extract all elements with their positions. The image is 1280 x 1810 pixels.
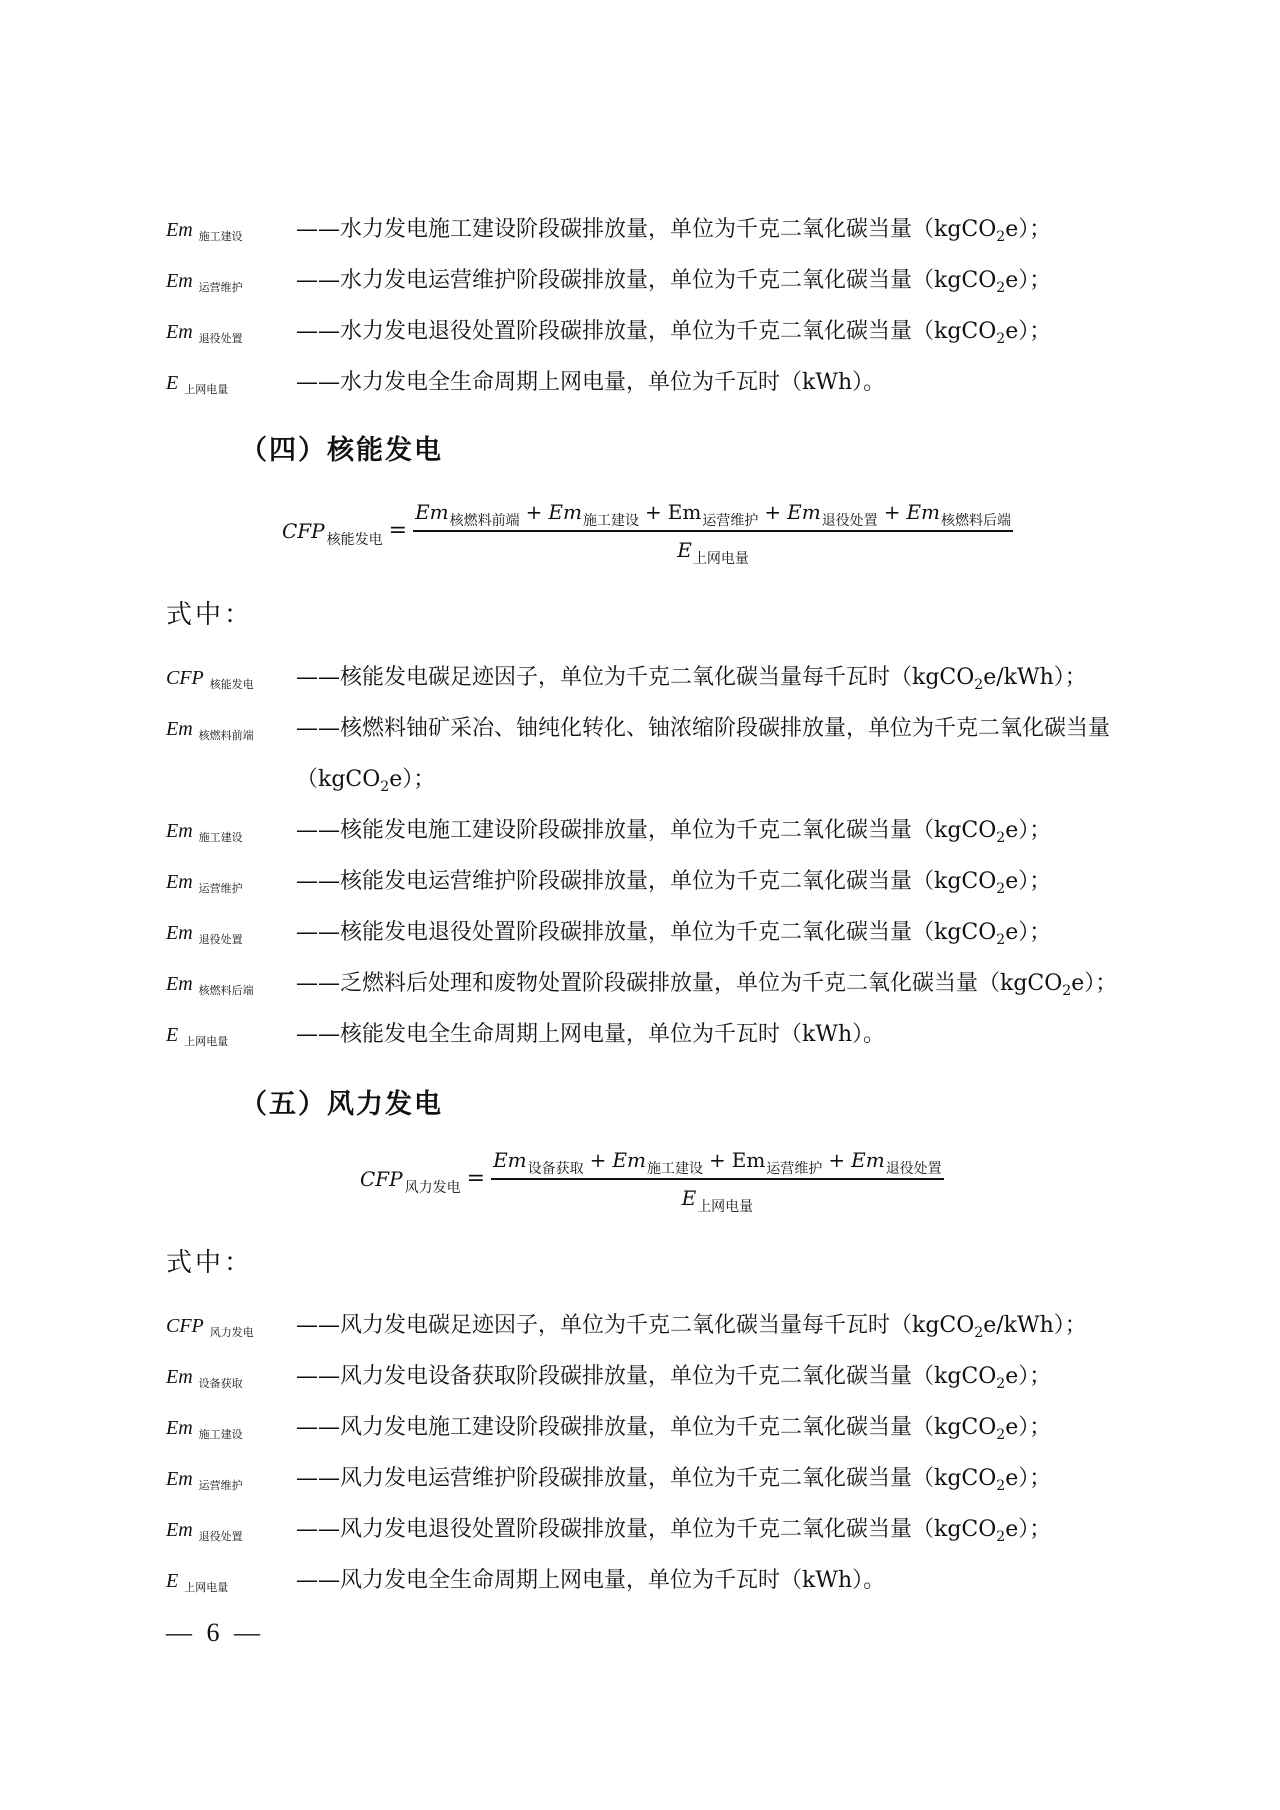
definition-row bbox=[166, 1402, 1186, 1453]
formula-fraction bbox=[491, 1148, 944, 1215]
definition-row bbox=[166, 652, 1186, 703]
formula-plus: + bbox=[828, 1148, 846, 1172]
symbol bbox=[166, 1351, 296, 1405]
formula-plus: + bbox=[589, 1148, 607, 1172]
definition-row bbox=[166, 1555, 1186, 1606]
symbol-main: Em bbox=[166, 1519, 193, 1541]
definition-text-subscript: 2 bbox=[1062, 983, 1072, 999]
definition-text-main: ——核能发电碳足迹因子，单位为千克二氧化碳当量每千瓦时（kgCO bbox=[296, 665, 975, 690]
symbol-subscript: 施工建设 bbox=[198, 1428, 243, 1441]
formula-fraction bbox=[413, 500, 1013, 567]
symbol-subscript: 退役处置 bbox=[198, 332, 243, 345]
definition-text-subscript: 2 bbox=[996, 1478, 1006, 1494]
formula-term bbox=[415, 500, 520, 529]
definition-text-tail: e）； bbox=[1005, 217, 1052, 242]
formula-term bbox=[612, 1148, 703, 1177]
definition-text-tail: e）； bbox=[389, 767, 436, 792]
wind-definition-list bbox=[166, 1300, 1186, 1606]
formula-denominator bbox=[677, 532, 749, 567]
formula-term-subscript: 核燃料后端 bbox=[941, 513, 1012, 529]
formula-term-subscript: 退役处置 bbox=[821, 513, 878, 529]
formula-term-main: Em bbox=[731, 1148, 766, 1172]
symbol bbox=[166, 907, 296, 961]
definition-text bbox=[296, 1402, 1196, 1456]
symbol-main: Em bbox=[166, 922, 193, 944]
definition-text-main: ——核能发电施工建设阶段碳排放量，单位为千克二氧化碳当量（kgCO bbox=[296, 818, 997, 843]
definition-text-main: ——风力发电施工建设阶段碳排放量，单位为千克二氧化碳当量（kgCO bbox=[296, 1415, 997, 1440]
definition-text bbox=[296, 255, 1196, 309]
definition-text-subscript: 2 bbox=[996, 932, 1006, 948]
symbol-main: E bbox=[166, 1024, 179, 1046]
definition-row bbox=[166, 1300, 1186, 1351]
definition-text-main: ——风力发电运营维护阶段碳排放量，单位为千克二氧化碳当量（kgCO bbox=[296, 1466, 997, 1491]
definition-text-subscript: 2 bbox=[380, 779, 390, 795]
definition-text-main: ——风力发电全生命周期上网电量，单位为千瓦时（kWh）。 bbox=[296, 1568, 886, 1593]
formula-term bbox=[667, 500, 759, 529]
nuclear-formula bbox=[282, 500, 1013, 567]
formula-term-subscript: 退役处置 bbox=[885, 1161, 942, 1177]
definition-text bbox=[296, 1300, 1196, 1354]
definition-text bbox=[296, 1453, 1196, 1507]
formula-plus: + bbox=[709, 1148, 726, 1172]
symbol-subscript: 核燃料前端 bbox=[198, 729, 254, 742]
symbol bbox=[166, 652, 296, 706]
symbol-subscript: 运营维护 bbox=[198, 1479, 243, 1492]
definition-row bbox=[166, 856, 1186, 907]
definition-text-main: ——风力发电设备获取阶段碳排放量，单位为千克二氧化碳当量（kgCO bbox=[296, 1364, 997, 1389]
symbol-main: Em bbox=[166, 219, 193, 241]
formula-term-subscript: 运营维护 bbox=[766, 1161, 823, 1177]
symbol bbox=[166, 958, 296, 1012]
definition-text-subscript: 2 bbox=[996, 331, 1006, 347]
definition-text bbox=[296, 357, 1196, 408]
formula-term bbox=[548, 500, 639, 529]
symbol-main: Em bbox=[166, 973, 193, 995]
definition-text-tail: e）； bbox=[1005, 268, 1052, 293]
definition-row bbox=[166, 306, 1186, 357]
definition-text bbox=[296, 703, 1196, 808]
symbol-subscript: 设备获取 bbox=[198, 1377, 243, 1390]
symbol bbox=[166, 1555, 296, 1609]
formula-lhs bbox=[360, 1166, 461, 1196]
definition-row bbox=[166, 805, 1186, 856]
symbol-subscript: 施工建设 bbox=[198, 831, 243, 844]
definition-text-subscript: 2 bbox=[974, 677, 984, 693]
wind-formula bbox=[360, 1148, 944, 1215]
symbol bbox=[166, 805, 296, 859]
symbol-subscript: 上网电量 bbox=[184, 1035, 229, 1048]
definition-row bbox=[166, 357, 1186, 408]
symbol bbox=[166, 1504, 296, 1558]
formula-equals: = bbox=[466, 1166, 486, 1192]
section-heading-wind: （五）风力发电 bbox=[240, 1089, 443, 1120]
formula-term-subscript: 施工建设 bbox=[647, 1161, 703, 1177]
formula-equals: = bbox=[388, 518, 408, 544]
nuclear-definition-list bbox=[166, 652, 1186, 1060]
definition-text-tail: e）； bbox=[1005, 1364, 1052, 1389]
formula-term bbox=[906, 500, 1012, 529]
formula-plus: + bbox=[525, 500, 543, 524]
symbol-main: Em bbox=[166, 871, 193, 893]
formula-term-subscript: 设备获取 bbox=[527, 1161, 584, 1177]
definition-text bbox=[296, 1009, 1196, 1060]
definition-text-tail: e）； bbox=[1005, 1517, 1052, 1542]
formula-term-main: Em bbox=[493, 1148, 527, 1172]
definition-row bbox=[166, 703, 1186, 805]
formula-term-main: Em bbox=[612, 1148, 646, 1172]
formula-term-main: Em bbox=[906, 500, 941, 524]
definition-text-main: ——风力发电退役处置阶段碳排放量，单位为千克二氧化碳当量（kgCO bbox=[296, 1517, 997, 1542]
symbol-subscript: 退役处置 bbox=[198, 933, 243, 946]
definition-text bbox=[296, 1555, 1196, 1606]
symbol bbox=[166, 1453, 296, 1507]
definition-row bbox=[166, 204, 1186, 255]
definition-text-main: ——风力发电碳足迹因子，单位为千克二氧化碳当量每千瓦时（kgCO bbox=[296, 1313, 975, 1338]
formula-term bbox=[731, 1148, 823, 1177]
formula-term bbox=[851, 1148, 942, 1177]
definition-text-main: ——水力发电退役处置阶段碳排放量，单位为千克二氧化碳当量（kgCO bbox=[296, 319, 997, 344]
where-label-nuclear: 式中： bbox=[166, 600, 254, 630]
symbol-main: CFP bbox=[166, 1315, 204, 1337]
definition-text bbox=[296, 652, 1196, 706]
definition-text-subscript: 2 bbox=[996, 229, 1006, 245]
symbol-main: Em bbox=[166, 321, 193, 343]
formula-term-main: Em bbox=[548, 500, 582, 524]
formula-term-main: Em bbox=[667, 500, 702, 524]
formula-lhs bbox=[282, 518, 383, 548]
symbol-subscript: 上网电量 bbox=[184, 1581, 229, 1594]
symbol-subscript: 核能发电 bbox=[209, 678, 254, 691]
definition-text-main: ——水力发电全生命周期上网电量，单位为千瓦时（kWh）。 bbox=[296, 370, 886, 395]
symbol-subscript: 核燃料后端 bbox=[198, 984, 254, 997]
definition-text-tail: e）； bbox=[1005, 920, 1052, 945]
symbol-main: E bbox=[166, 372, 179, 394]
symbol bbox=[166, 357, 296, 411]
formula-term-main: Em bbox=[787, 500, 821, 524]
definition-text bbox=[296, 1351, 1196, 1405]
symbol-subscript: 运营维护 bbox=[198, 281, 243, 294]
page-number: — 6 — bbox=[166, 1618, 264, 1647]
definition-text-subscript: 2 bbox=[996, 1376, 1006, 1392]
symbol-main: Em bbox=[166, 1417, 193, 1439]
symbol bbox=[166, 1009, 296, 1063]
symbol-subscript: 施工建设 bbox=[198, 230, 243, 243]
formula-plus: + bbox=[883, 500, 901, 524]
formula-lhs-main: CFP bbox=[282, 518, 325, 543]
definition-text-tail: e）； bbox=[1005, 869, 1052, 894]
definition-text-main: ——水力发电运营维护阶段碳排放量，单位为千克二氧化碳当量（kgCO bbox=[296, 268, 997, 293]
symbol-main: Em bbox=[166, 718, 193, 740]
symbol bbox=[166, 1300, 296, 1354]
formula-term bbox=[787, 500, 878, 529]
formula-denominator-main: E bbox=[677, 537, 692, 562]
definition-text-tail: e）； bbox=[1005, 818, 1052, 843]
formula-lhs-subscript: 风力发电 bbox=[404, 1179, 461, 1196]
formula-term bbox=[493, 1148, 584, 1177]
definition-row bbox=[166, 958, 1186, 1009]
definition-text-main: ——乏燃料后处理和废物处置阶段碳排放量，单位为千克二氧化碳当量（kgCO bbox=[296, 971, 1063, 996]
definition-row bbox=[166, 1504, 1186, 1555]
formula-term-subscript: 核燃料前端 bbox=[449, 513, 520, 529]
definition-text-tail: e）； bbox=[1005, 319, 1052, 344]
symbol-subscript: 运营维护 bbox=[198, 882, 243, 895]
symbol-main: Em bbox=[166, 270, 193, 292]
definition-text-tail: e/kWh）； bbox=[983, 665, 1087, 690]
symbol-subscript: 退役处置 bbox=[198, 1530, 243, 1543]
definition-row bbox=[166, 1453, 1186, 1504]
formula-denominator-main: E bbox=[681, 1185, 697, 1210]
symbol-main: Em bbox=[166, 1366, 193, 1388]
definition-text-subscript: 2 bbox=[996, 881, 1006, 897]
symbol-subscript: 风力发电 bbox=[209, 1326, 254, 1339]
formula-numerator bbox=[491, 1148, 944, 1178]
formula-denominator bbox=[681, 1180, 754, 1215]
definition-row bbox=[166, 1009, 1186, 1060]
symbol-main: Em bbox=[166, 820, 193, 842]
formula-term-main: Em bbox=[851, 1148, 885, 1172]
formula-lhs-main: CFP bbox=[360, 1166, 403, 1191]
symbol-subscript: 上网电量 bbox=[184, 383, 229, 396]
definition-text bbox=[296, 306, 1196, 360]
definition-text-tail: e）； bbox=[1005, 1466, 1052, 1491]
definition-text bbox=[296, 1504, 1196, 1558]
definition-text bbox=[296, 958, 1196, 1012]
hydro-definition-list bbox=[166, 204, 1186, 408]
definition-text-main: ——核燃料铀矿采冶、铀纯化转化、铀浓缩阶段碳排放量，单位为千克二氧化碳当量（kgCO bbox=[296, 716, 1111, 792]
symbol-main: Em bbox=[166, 1468, 193, 1490]
symbol-main: E bbox=[166, 1570, 179, 1592]
symbol bbox=[166, 306, 296, 360]
formula-term-main: Em bbox=[415, 500, 449, 524]
definition-text-subscript: 2 bbox=[996, 830, 1006, 846]
symbol bbox=[166, 255, 296, 309]
symbol bbox=[166, 204, 296, 258]
definition-text bbox=[296, 856, 1196, 910]
definition-text-tail: e）； bbox=[1071, 971, 1118, 996]
definition-text-main: ——核能发电全生命周期上网电量，单位为千瓦时（kWh）。 bbox=[296, 1022, 886, 1047]
formula-plus: + bbox=[645, 500, 662, 524]
formula-denominator-subscript: 上网电量 bbox=[692, 550, 749, 567]
definition-text-subscript: 2 bbox=[996, 1427, 1006, 1443]
definition-text-subscript: 2 bbox=[974, 1325, 984, 1341]
where-label-wind: 式中： bbox=[166, 1248, 254, 1278]
formula-term-subscript: 施工建设 bbox=[583, 513, 639, 529]
definition-row bbox=[166, 907, 1186, 958]
definition-text bbox=[296, 204, 1196, 258]
definition-text-tail: e/kWh）； bbox=[983, 1313, 1087, 1338]
symbol bbox=[166, 1402, 296, 1456]
definition-text bbox=[296, 907, 1196, 961]
definition-text-main: ——核能发电退役处置阶段碳排放量，单位为千克二氧化碳当量（kgCO bbox=[296, 920, 997, 945]
formula-plus: + bbox=[764, 500, 782, 524]
symbol-main: CFP bbox=[166, 667, 204, 689]
symbol bbox=[166, 856, 296, 910]
definition-text bbox=[296, 805, 1196, 859]
definition-text-subscript: 2 bbox=[996, 1529, 1006, 1545]
definition-text-tail: e）； bbox=[1005, 1415, 1052, 1440]
definition-text-main: ——水力发电施工建设阶段碳排放量，单位为千克二氧化碳当量（kgCO bbox=[296, 217, 997, 242]
formula-lhs-subscript: 核能发电 bbox=[326, 531, 383, 548]
formula-numerator bbox=[413, 500, 1013, 530]
formula-term-subscript: 运营维护 bbox=[702, 513, 759, 529]
definition-text-subscript: 2 bbox=[996, 280, 1006, 296]
section-heading-nuclear: （四）核能发电 bbox=[240, 435, 443, 466]
definition-text-main: ——核能发电运营维护阶段碳排放量，单位为千克二氧化碳当量（kgCO bbox=[296, 869, 997, 894]
symbol bbox=[166, 703, 296, 757]
definition-row bbox=[166, 255, 1186, 306]
formula-denominator-subscript: 上网电量 bbox=[697, 1198, 754, 1215]
definition-row bbox=[166, 1351, 1186, 1402]
